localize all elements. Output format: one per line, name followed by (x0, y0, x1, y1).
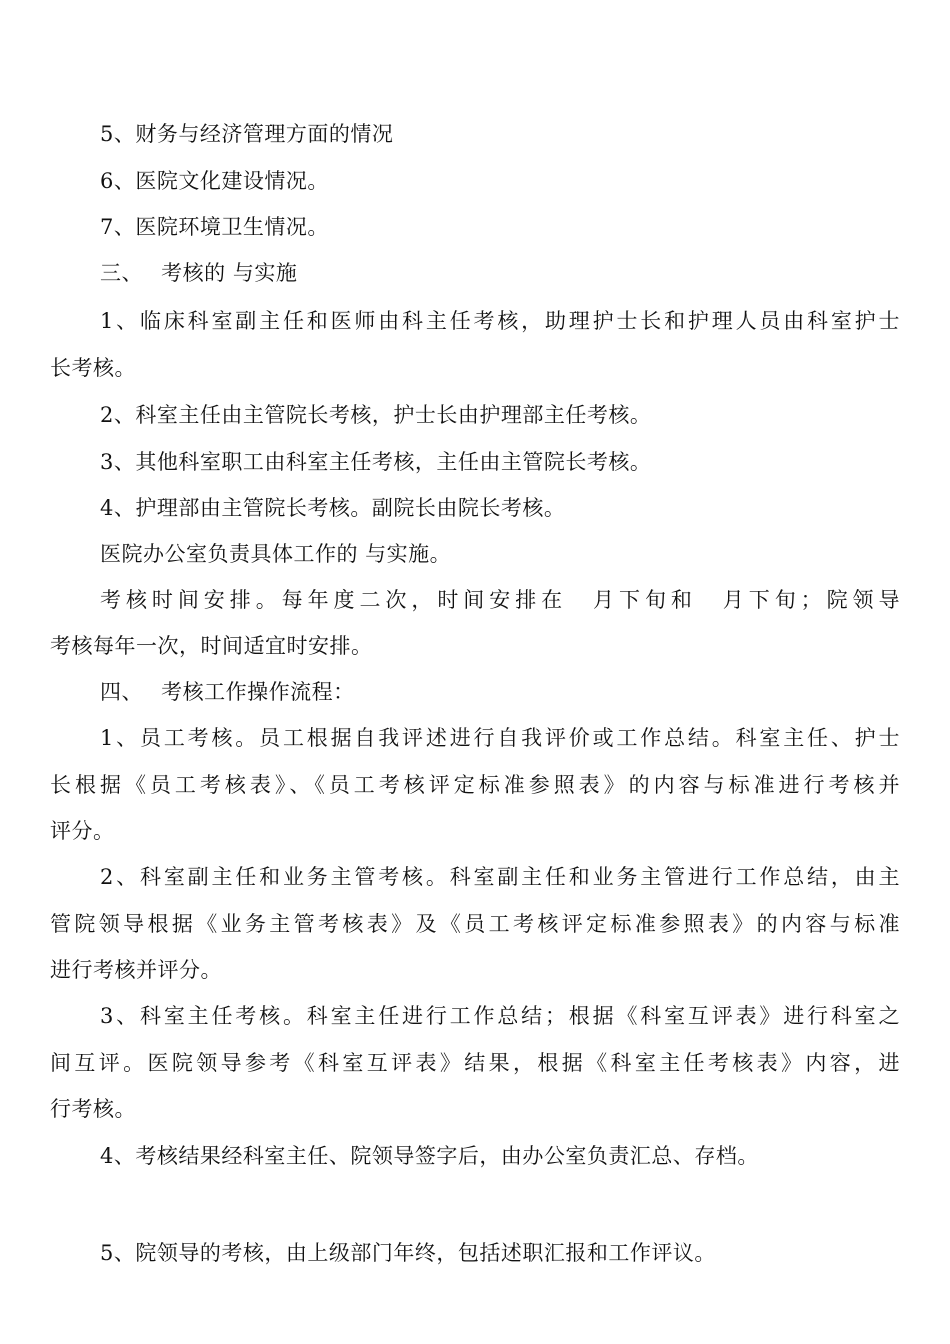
paragraph-line: 2、科室主任由主管院长考核，护士长由护理部主任考核。 (100, 403, 652, 427)
paragraph-line: 3、科室主任考核。科室主任进行工作总结；根据《科室互评表》进行科室之 (100, 1004, 900, 1028)
list-item-6: 6、医院文化建设情况。 (100, 169, 329, 193)
paragraph-line: 进行考核并评分。 (50, 958, 222, 982)
paragraph-line: 4、护理部由主管院长考核。副院长由院长考核。 (100, 496, 566, 520)
section-heading-3: 三、 考核的 与实施 (100, 261, 298, 285)
list-item-5: 5、财务与经济管理方面的情况 (100, 122, 394, 146)
paragraph-line: 3、其他科室职工由科室主任考核，主任由主管院长考核。 (100, 450, 652, 474)
paragraph-line: 管院领导根据《业务主管考核表》及《员工考核评定标准参照表》的内容与标准 (50, 912, 900, 936)
paragraph-line: 1、员工考核。员工根据自我评述进行自我评价或工作总结。科室主任、护士 (100, 726, 900, 750)
paragraph-line: 长根据《员工考核表》、《员工考核评定标准参照表》的内容与标准进行考核并 (50, 773, 900, 797)
paragraph-line: 医院办公室负责具体工作的 与实施。 (100, 542, 452, 566)
paragraph-line: 1、临床科室副主任和医师由科主任考核，助理护士长和护理人员由科室护士 (100, 309, 900, 333)
paragraph-line: 评分。 (50, 819, 115, 843)
section-heading-4: 四、 考核工作操作流程： (100, 680, 355, 704)
paragraph-line: 2、科室副主任和业务主管考核。科室副主任和业务主管进行工作总结，由主 (100, 865, 900, 889)
paragraph-line: 考核时间安排。每年度二次，时间安排在 月下旬和 月下旬；院领导 (100, 588, 900, 612)
paragraph-line: 长考核。 (50, 356, 136, 380)
paragraph-line: 间互评。医院领导参考《科室互评表》结果，根据《科室主任考核表》内容，进 (50, 1051, 900, 1075)
paragraph-line: 5、院领导的考核，由上级部门年终，包括述职汇报和工作评议。 (100, 1241, 716, 1265)
list-item-7: 7、医院环境卫生情况。 (100, 215, 329, 239)
paragraph-line: 行考核。 (50, 1097, 136, 1121)
paragraph-line: 4、考核结果经科室主任、院领导签字后，由办公室负责汇总、存档。 (100, 1144, 759, 1168)
paragraph-line: 考核每年一次，时间适宜时安排。 (50, 634, 373, 658)
